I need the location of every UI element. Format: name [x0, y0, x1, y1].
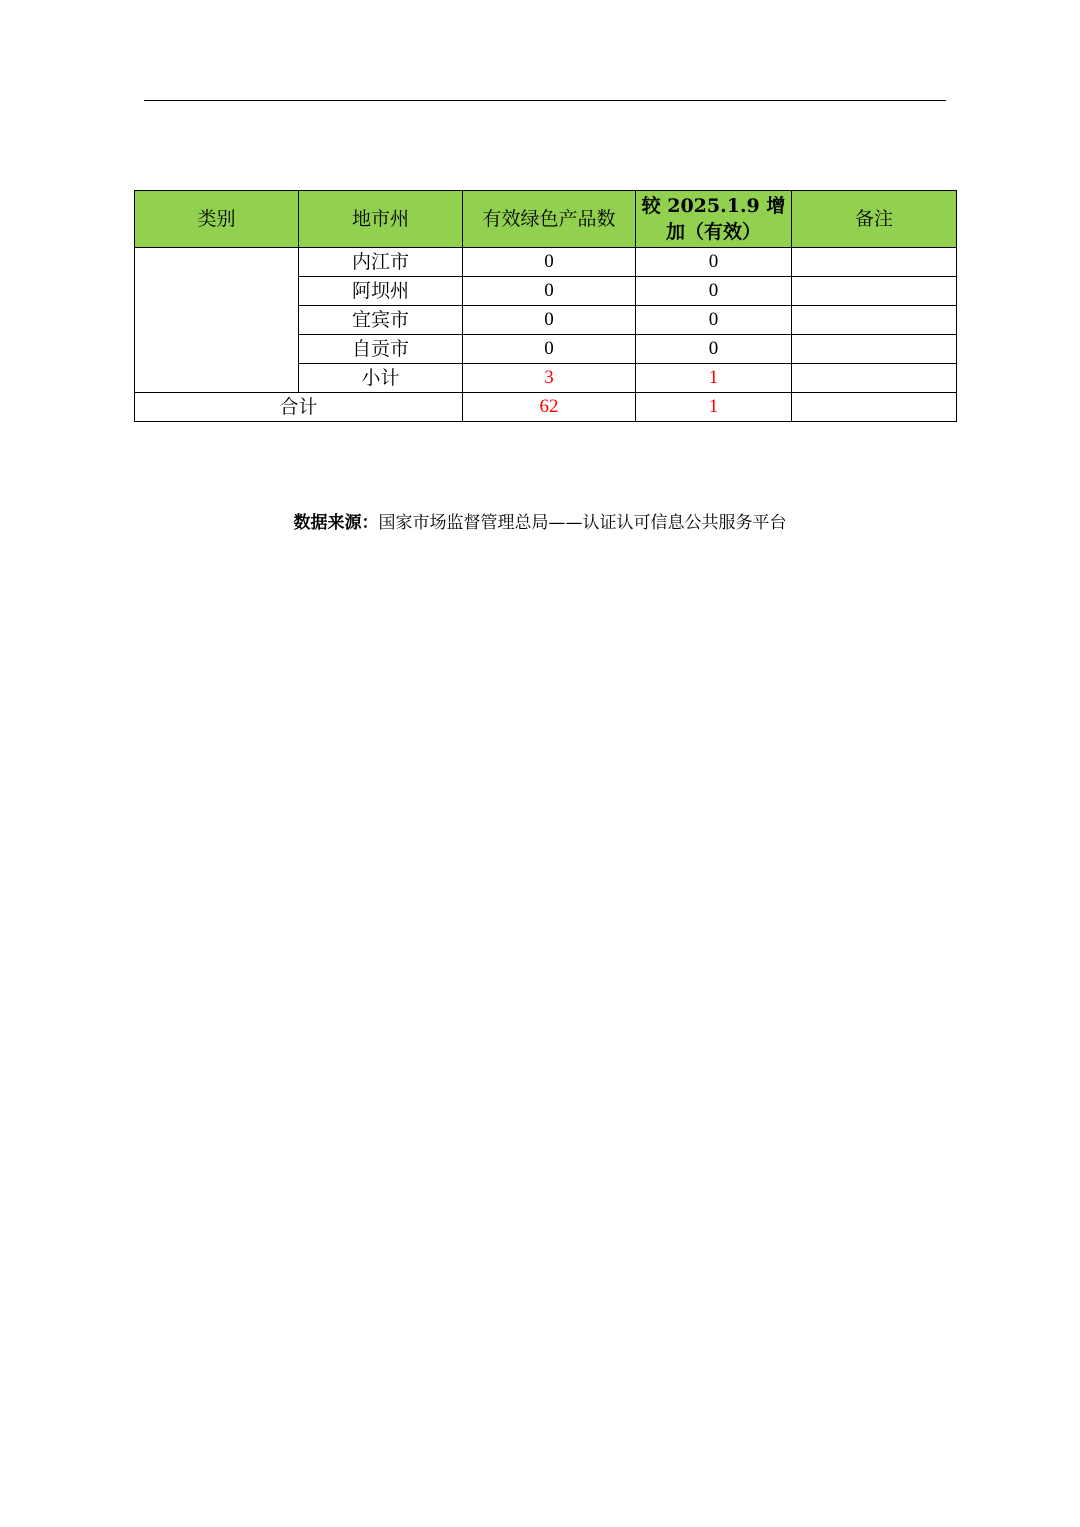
city-cell: 内江市 [299, 248, 463, 277]
header-valid-count: 有效绿色产品数 [463, 191, 636, 248]
total-increase: 1 [636, 393, 792, 422]
total-label: 合计 [135, 393, 463, 422]
city-cell: 自贡市 [299, 335, 463, 364]
valid-count-cell: 0 [463, 277, 636, 306]
increase-cell: 0 [636, 306, 792, 335]
data-source-label: 数据来源： [293, 513, 379, 533]
total-remark [792, 393, 957, 422]
remark-cell [792, 335, 957, 364]
header-increase: 较 2025.1.9 增加（有效） [636, 191, 792, 248]
subtotal-remark [792, 364, 957, 393]
valid-count-cell: 0 [463, 248, 636, 277]
green-product-table [134, 190, 957, 422]
data-source-text: 国家市场监督管理总局——认证认可信息公共服务平台 [378, 513, 787, 533]
increase-cell: 0 [636, 248, 792, 277]
remark-cell [792, 306, 957, 335]
subtotal-valid-count: 3 [463, 364, 636, 393]
city-cell: 阿坝州 [299, 277, 463, 306]
total-row [135, 393, 957, 422]
data-source-note [0, 511, 1080, 535]
remark-cell [792, 248, 957, 277]
valid-count-cell: 0 [463, 335, 636, 364]
header-city: 地市州 [299, 191, 463, 248]
increase-cell: 0 [636, 277, 792, 306]
header-category: 类别 [135, 191, 299, 248]
table-row [135, 248, 957, 277]
total-valid-count: 62 [463, 393, 636, 422]
header-remark: 备注 [792, 191, 957, 248]
valid-count-cell: 0 [463, 306, 636, 335]
table-header-row [135, 191, 957, 248]
header-rule [144, 100, 946, 101]
remark-cell [792, 277, 957, 306]
city-cell: 宜宾市 [299, 306, 463, 335]
subtotal-label: 小计 [299, 364, 463, 393]
category-cell [135, 248, 299, 393]
subtotal-increase: 1 [636, 364, 792, 393]
increase-cell: 0 [636, 335, 792, 364]
